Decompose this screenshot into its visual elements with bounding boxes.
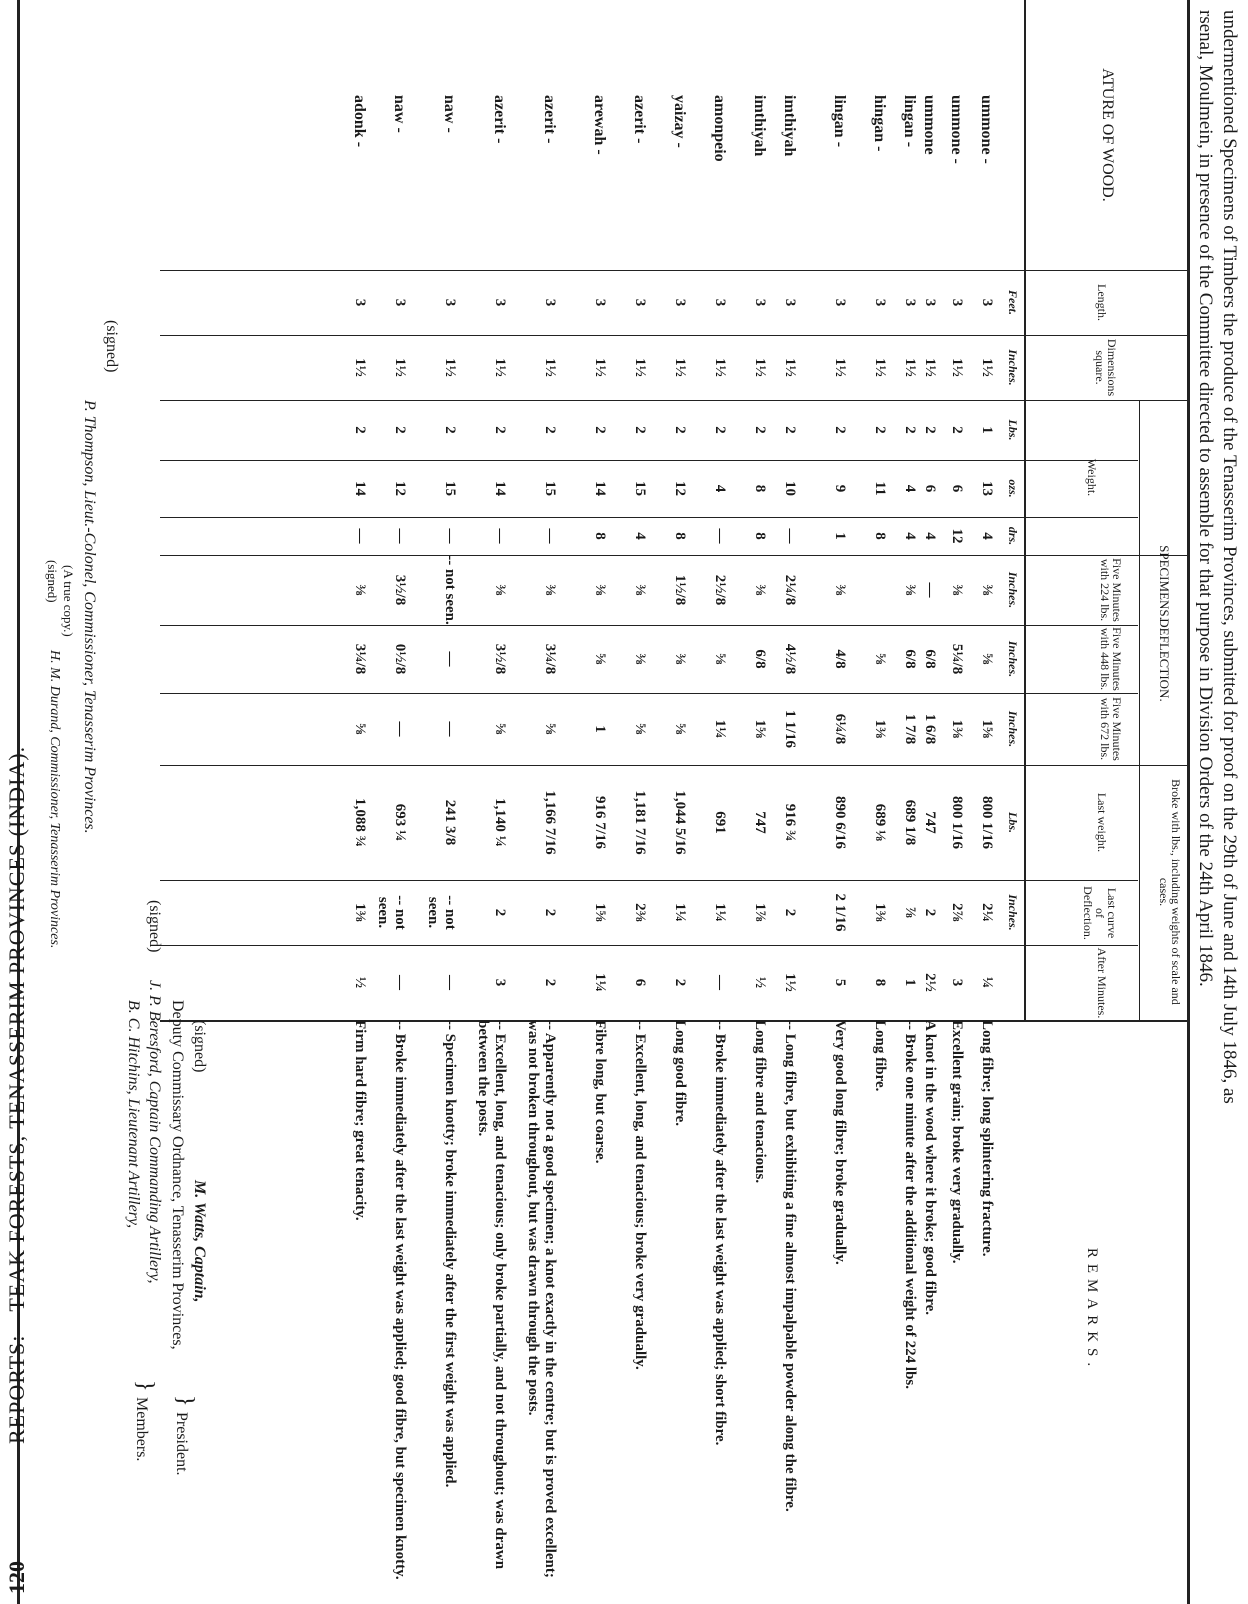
cell-ozs: 15 <box>542 481 558 496</box>
wood-name: ummone <box>921 95 938 155</box>
cell-curve: 2⅞ <box>949 903 965 922</box>
wood-name: hingan - <box>871 95 888 152</box>
cell-lbs: 2 <box>672 426 688 434</box>
cell-curve: -- not seen. <box>425 895 458 930</box>
header-specimens: SPECIMENS. <box>1157 545 1172 620</box>
cell-dim: 1½ <box>979 358 995 377</box>
cell-length: 3 <box>592 298 608 307</box>
cell-d1: -- not seen. <box>442 555 458 625</box>
cell-after: 2 <box>672 978 688 987</box>
cell-ozs: 15 <box>442 481 458 496</box>
unit-inches-dim: Inches. <box>1006 349 1020 386</box>
cell-lbs: 2 <box>712 426 728 434</box>
cell-ozs: 12 <box>672 481 688 496</box>
cell-broke: 800 1/16 <box>949 796 965 849</box>
wood-name: adonk - <box>351 95 368 148</box>
cell-broke: 890 6/16 <box>832 796 848 849</box>
president-name: M. Watts, Captain, <box>191 1180 208 1303</box>
cell-lbs: 1 <box>979 426 995 434</box>
cell-length: 3 <box>922 298 938 307</box>
wood-name: imthiyah <box>751 95 768 157</box>
header-wood: ATURE OF WOOD. <box>1099 68 1116 202</box>
running-header <box>0 0 38 1604</box>
intro-line-2: rsenal, Moulmein, in presence of the Committee directed to assemble for that purpose in Division Orders of the 24th April 1846. <box>1195 10 1216 987</box>
cell-d1: ⅜ <box>832 584 848 596</box>
cell-ozs: 10 <box>782 481 798 496</box>
cell-drs: 8 <box>752 532 768 540</box>
cell-lbs: 2 <box>492 426 508 434</box>
cell-broke: 1,166 7/16 <box>542 790 558 855</box>
cell-length: 3 <box>712 298 728 307</box>
cell-curve: ⅞ <box>902 906 918 919</box>
remark: -- Broke immediately after the last weight was applied; good fibre, but specimen knotty. <box>392 1020 408 1580</box>
cell-drs: 1 <box>832 532 848 540</box>
cell-curve: 2 <box>492 908 508 917</box>
cell-drs: 8 <box>592 532 608 540</box>
signed-members: (signed) <box>146 900 163 953</box>
signed-durand: (signed) <box>45 560 60 603</box>
cell-length: 3 <box>492 298 508 307</box>
true-copy-note: (A true copy.) <box>61 565 76 637</box>
cell-drs: — <box>392 528 408 544</box>
cell-curve: 1⅞ <box>752 903 768 922</box>
wood-name: azerit - <box>631 95 648 144</box>
cell-after: 1½ <box>782 973 798 992</box>
remark: Long fibre. <box>872 1020 888 1092</box>
cell-drs: 8 <box>672 532 688 540</box>
cell-curve: -- not seen. <box>375 895 408 930</box>
cell-d2: 5¼/8 <box>949 643 965 675</box>
cell-d3: 1⅝ <box>752 719 768 739</box>
cell-dim: 1½ <box>542 358 558 377</box>
member-hitchins: B. C. Hitchins, Lieutenant Artillery, <box>125 1000 142 1229</box>
cell-d2: 3¼/8 <box>352 643 368 675</box>
cell-broke: 689 1/8 <box>902 799 918 846</box>
cell-curve: 1¼ <box>672 903 688 922</box>
header-broke: Broke with lbs., including weights of scale and cases. <box>1157 779 1183 1005</box>
cell-d1: 2½/8 <box>712 574 728 606</box>
cell-dim: 1½ <box>949 358 965 377</box>
cell-lbs: 2 <box>392 426 408 434</box>
cell-ozs: 9 <box>832 484 848 493</box>
cell-d3: 1 <box>592 725 608 733</box>
member-beresford: J. P. Beresford, Captain Commanding Artillery, <box>146 980 163 1284</box>
cell-after: — <box>392 975 408 990</box>
unit-lbs: Lbs. <box>1006 419 1020 441</box>
cell-broke: 693 ¼ <box>392 803 408 842</box>
cell-d3: 1 7/8 <box>902 713 918 745</box>
cell-drs: 8 <box>872 532 888 540</box>
cell-curve: 1¼ <box>712 903 728 922</box>
cell-length: 3 <box>949 298 965 307</box>
cell-after: 5 <box>832 978 848 987</box>
cell-d2: 6/8 <box>902 649 918 669</box>
header-last-curve: Last curve of Deflection. <box>1081 886 1119 940</box>
remark: Fibre long, but coarse. <box>592 1020 608 1164</box>
cell-dim: 1½ <box>492 358 508 377</box>
cell-after: — <box>712 975 728 990</box>
cell-after: 1 <box>902 978 918 987</box>
wood-name: arewah - <box>591 95 608 155</box>
page-number: 120 <box>4 1561 29 1594</box>
unit-lbs-broke: Lbs. <box>1006 812 1020 833</box>
cell-lbs: 2 <box>442 426 458 434</box>
cell-d1: ⅜ <box>592 584 608 596</box>
cell-d2: 6/8 <box>752 649 768 669</box>
cell-d1: ⅜ <box>542 584 558 596</box>
cell-d2: 3½/8 <box>492 643 508 675</box>
cell-dim: 1½ <box>902 358 918 377</box>
cell-after: 3 <box>949 978 965 987</box>
cell-d1: 2¼/8 <box>782 574 798 606</box>
cell-lbs: 2 <box>922 426 938 434</box>
wood-name: ummone - <box>948 95 965 164</box>
cell-after: ½ <box>352 976 368 989</box>
remark: -- Specimen knotty; broke immediately after the first weight was applied. <box>442 1020 458 1488</box>
cell-broke: 1,181 7/16 <box>632 790 648 855</box>
cell-dim: 1½ <box>592 358 608 377</box>
cell-d2: 3¼/8 <box>542 643 558 675</box>
cell-drs: — <box>712 528 728 544</box>
remark: Long fibre; long splintering fracture. <box>979 1020 995 1257</box>
cell-dim: 1½ <box>352 358 368 377</box>
cell-length: 3 <box>352 298 368 307</box>
cell-broke: 689 ⅛ <box>872 803 888 842</box>
cell-d3: 1¼ <box>712 719 728 739</box>
cell-curve: 2 <box>542 908 558 917</box>
cell-length: 3 <box>672 298 688 307</box>
cell-broke: 1,140 ¼ <box>492 798 508 847</box>
wood-name: amonpeio <box>711 95 728 162</box>
cell-lbs: 2 <box>542 426 558 434</box>
president-role: President. <box>173 1412 190 1476</box>
cell-broke: 241 3/8 <box>442 799 458 846</box>
cell-d3: 1⅜ <box>949 719 965 739</box>
cell-d1: ⅜ <box>902 584 918 596</box>
president-brace: } <box>172 1395 198 1407</box>
cell-d1: ⅜ <box>752 584 768 596</box>
cell-broke: 916 7/16 <box>592 796 608 849</box>
cell-d3: 1⅜ <box>872 719 888 739</box>
remark: Long good fibre. <box>672 1020 688 1126</box>
cell-d1: ⅜ <box>492 584 508 596</box>
cell-d2: ⅝ <box>712 653 728 665</box>
thompson-signature: P. Thompson, Lieut.-Colonel, Commissioner, Tenasserim Provinces. <box>81 400 98 834</box>
cell-length: 3 <box>872 298 888 307</box>
remark: Very good long fibre; broke gradually. <box>832 1020 848 1265</box>
cell-lbs: 2 <box>872 426 888 434</box>
cell-after: 6 <box>632 978 648 987</box>
members-role: Members. <box>133 1397 150 1462</box>
header-defl-3: Five Minutes with 672 lbs. <box>1098 697 1124 761</box>
header-length: Length. <box>1095 284 1109 321</box>
cell-after: ¼ <box>979 976 995 989</box>
cell-after: 8 <box>872 978 888 987</box>
cell-d3: 1⅝ <box>979 719 995 739</box>
cell-d3: ⅝ <box>542 723 558 735</box>
wood-name: naw - <box>441 95 458 133</box>
cell-d3: — <box>392 721 408 737</box>
unit-inches-d1: Inches. <box>1006 571 1020 609</box>
cell-d3: — <box>442 721 458 737</box>
remark: Excellent grain; broke very gradually. <box>949 1020 965 1264</box>
cell-after: — <box>442 975 458 990</box>
cell-d1: 3½/8 <box>392 574 408 606</box>
remark: A knot in the wood where it broke; good fibre. <box>922 1020 938 1316</box>
cell-length: 3 <box>752 298 768 307</box>
cell-broke: 691 <box>712 811 728 834</box>
cell-dim: 1½ <box>832 358 848 377</box>
cell-length: 3 <box>542 298 558 307</box>
cell-d3: ⅝ <box>492 723 508 735</box>
group-header-rule <box>1139 400 1140 1020</box>
cell-lbs: 2 <box>592 426 608 434</box>
cell-ozs: 15 <box>632 481 648 496</box>
remark: -- Long fibre, but exhibiting a fine almost impalpable powder along the fibre. <box>782 1020 798 1512</box>
remark: -- Apparently not a good specimen; a knot exactly in the centre; but is proved excellent; was not broken throughout, but was drawn through the posts. <box>525 1020 558 1578</box>
cell-drs: — <box>352 528 368 544</box>
cell-drs: — <box>542 528 558 544</box>
cell-ozs: 4 <box>712 484 728 493</box>
cell-drs: 4 <box>979 532 995 540</box>
unit-inches-d3: Inches. <box>1006 710 1020 748</box>
cell-d2: 6/8 <box>922 649 938 669</box>
cell-ozs: 14 <box>352 481 368 496</box>
cell-d3: ⅝ <box>352 723 368 735</box>
cell-drs: — <box>782 528 798 544</box>
wood-name: imthiyah <box>781 95 798 157</box>
cell-dim: 1½ <box>872 358 888 377</box>
header-dimensions: Dimensions square. <box>1093 338 1119 397</box>
wood-name: naw - <box>391 95 408 133</box>
president-title: Deputy Commissary Ordnance, Tenasserim Provinces, <box>169 1000 186 1350</box>
cell-d2: 0½/8 <box>392 643 408 675</box>
cell-dim: 1½ <box>782 358 798 377</box>
cell-d2: 4½/8 <box>782 643 798 675</box>
cell-curve: 2 <box>782 908 798 917</box>
cell-d2: ⅜ <box>672 653 688 665</box>
cell-lbs: 2 <box>782 426 798 434</box>
header-defl-2: Five Minutes with 448 lbs. <box>1098 627 1124 691</box>
wood-name: lingan - <box>901 95 918 148</box>
cell-broke: 1,088 ¾ <box>352 798 368 847</box>
cell-dim: 1½ <box>922 358 938 377</box>
signed-president: (signed) <box>191 1020 208 1073</box>
cell-lbs: 2 <box>902 426 918 434</box>
header-last-weight: Last weight. <box>1095 792 1109 853</box>
cell-d1: ⅜ <box>632 584 648 596</box>
durand-signature: H. M. Durand, Commissioner, Tenasserim Provinces. <box>47 650 62 949</box>
cell-lbs: 2 <box>949 426 965 434</box>
cell-after: 3 <box>492 978 508 987</box>
cell-after: 1¼ <box>592 973 608 992</box>
cell-d2: ⅝ <box>872 653 888 665</box>
wood-name: ummone - <box>978 95 995 164</box>
cell-d3: ⅝ <box>632 723 648 735</box>
wood-name: azerit - <box>491 95 508 144</box>
signed-thompson: (signed) <box>103 320 120 373</box>
cell-after: 2½ <box>922 973 938 992</box>
cell-d1: ⅜ <box>352 584 368 596</box>
cell-length: 3 <box>782 298 798 307</box>
header-weight: Weight. <box>1085 458 1099 497</box>
cell-drs: 4 <box>632 532 648 540</box>
cell-d2: — <box>442 651 458 667</box>
cell-ozs: 14 <box>492 481 508 496</box>
cell-curve: 1⅜ <box>352 903 368 922</box>
remark: Firm hard fibre; great tenacity. <box>352 1020 368 1221</box>
cell-ozs: 14 <box>592 481 608 496</box>
cell-d2: ⅝ <box>592 653 608 665</box>
cell-drs: — <box>492 528 508 544</box>
cell-ozs: 13 <box>979 481 995 496</box>
table-header-rule <box>1024 0 1026 1020</box>
cell-ozs: 6 <box>922 484 938 493</box>
cell-curve: 1⅜ <box>872 903 888 922</box>
cell-curve: 2¼ <box>979 903 995 922</box>
cell-broke: 747 <box>922 811 938 834</box>
running-title: REPORTS:—TEAK FORESTS, TENASSERIM PROVINCES (INDIA). <box>4 745 29 1444</box>
header-deflection: DEFLECTION. <box>1157 618 1172 702</box>
unit-drs: drs. <box>1006 526 1020 546</box>
cell-dim: 1½ <box>752 358 768 377</box>
members-brace: } <box>132 1380 158 1392</box>
header-remarks: REMARKS. <box>1084 1247 1100 1373</box>
cell-d1: 1½/8 <box>672 574 688 606</box>
cell-broke: 747 <box>752 811 768 834</box>
unit-ozs: ozs. <box>1006 479 1020 498</box>
cell-length: 3 <box>442 298 458 307</box>
cell-dim: 1½ <box>672 358 688 377</box>
cell-d2: 4/8 <box>832 649 848 669</box>
cell-lbs: 2 <box>632 426 648 434</box>
cell-d3: ⅝ <box>672 723 688 735</box>
cell-drs: 4 <box>922 532 938 540</box>
cell-dim: 1½ <box>632 358 648 377</box>
header-after: After Minutes. <box>1095 947 1109 1019</box>
wood-name: lingan - <box>831 95 848 148</box>
cell-d2: ⅜ <box>632 653 648 665</box>
intro-line-1: undermentioned Specimens of Timbers the produce of the Tenasserim Provinces, submitted for proof on the 29th of June and 14th July 1846, as <box>1219 10 1240 1104</box>
cell-d1: — <box>922 582 938 598</box>
remark: Long fibre and tenacious. <box>752 1020 768 1184</box>
cell-curve: 2 1/16 <box>832 893 848 932</box>
cell-dim: 1½ <box>442 358 458 377</box>
cell-curve: 2 <box>922 908 938 917</box>
cell-ozs: 11 <box>872 481 888 496</box>
cell-broke: 1,044 5/16 <box>672 790 688 855</box>
cell-lbs: 2 <box>752 426 768 434</box>
cell-ozs: 12 <box>392 481 408 496</box>
table-top-rule <box>1187 0 1190 1604</box>
header-defl-1: Five Minutes with 224 lbs. <box>1098 558 1124 622</box>
cell-d1: ⅜ <box>979 584 995 596</box>
remark: -- Broke one minute after the additional weight of 224 lbs. <box>902 1020 918 1390</box>
cell-curve: 1⅝ <box>592 903 608 922</box>
cell-length: 3 <box>392 298 408 307</box>
wood-name: azerit - <box>541 95 558 144</box>
unit-inches-d2: Inches. <box>1006 640 1020 678</box>
cell-ozs: 8 <box>752 484 768 493</box>
cell-curve: 2⅜ <box>632 903 648 922</box>
cell-length: 3 <box>632 298 648 307</box>
cell-after: 2 <box>542 978 558 987</box>
cell-length: 3 <box>979 298 995 307</box>
wood-name: yaizay - <box>671 95 688 148</box>
cell-ozs: 4 <box>902 484 918 493</box>
remark: -- Excellent, long, and tenacious; only broke partially, and not throughout; was drawn between the posts. <box>475 1020 508 1570</box>
cell-drs: — <box>442 528 458 544</box>
cell-lbs: 2 <box>352 426 368 434</box>
cell-dim: 1½ <box>712 358 728 377</box>
cell-dim: 1½ <box>392 358 408 377</box>
cell-after: ½ <box>752 976 768 989</box>
remark: -- Broke immediately after the last weight was applied; short fibre. <box>712 1020 728 1446</box>
remark: -- Excellent, long, and tenacious; broke very gradually. <box>632 1020 648 1370</box>
cell-length: 3 <box>832 298 848 307</box>
cell-d3: 1 6/8 <box>922 713 938 745</box>
cell-d1: ⅜ <box>949 584 965 596</box>
cell-drs: 12 <box>949 528 965 544</box>
cell-lbs: 2 <box>832 426 848 434</box>
unit-feet: Feet. <box>1006 290 1020 315</box>
cell-d3: 1 1/16 <box>782 710 798 748</box>
cell-length: 3 <box>902 298 918 307</box>
cell-drs: 4 <box>902 532 918 540</box>
cell-broke: 916 ¾ <box>782 803 798 842</box>
cell-ozs: 6 <box>949 484 965 493</box>
cell-d3: 6¼/8 <box>832 713 848 745</box>
cell-broke: 800 1/16 <box>979 796 995 849</box>
cell-d2: ⅝ <box>979 653 995 665</box>
unit-inches-curve: Inches. <box>1006 894 1020 931</box>
